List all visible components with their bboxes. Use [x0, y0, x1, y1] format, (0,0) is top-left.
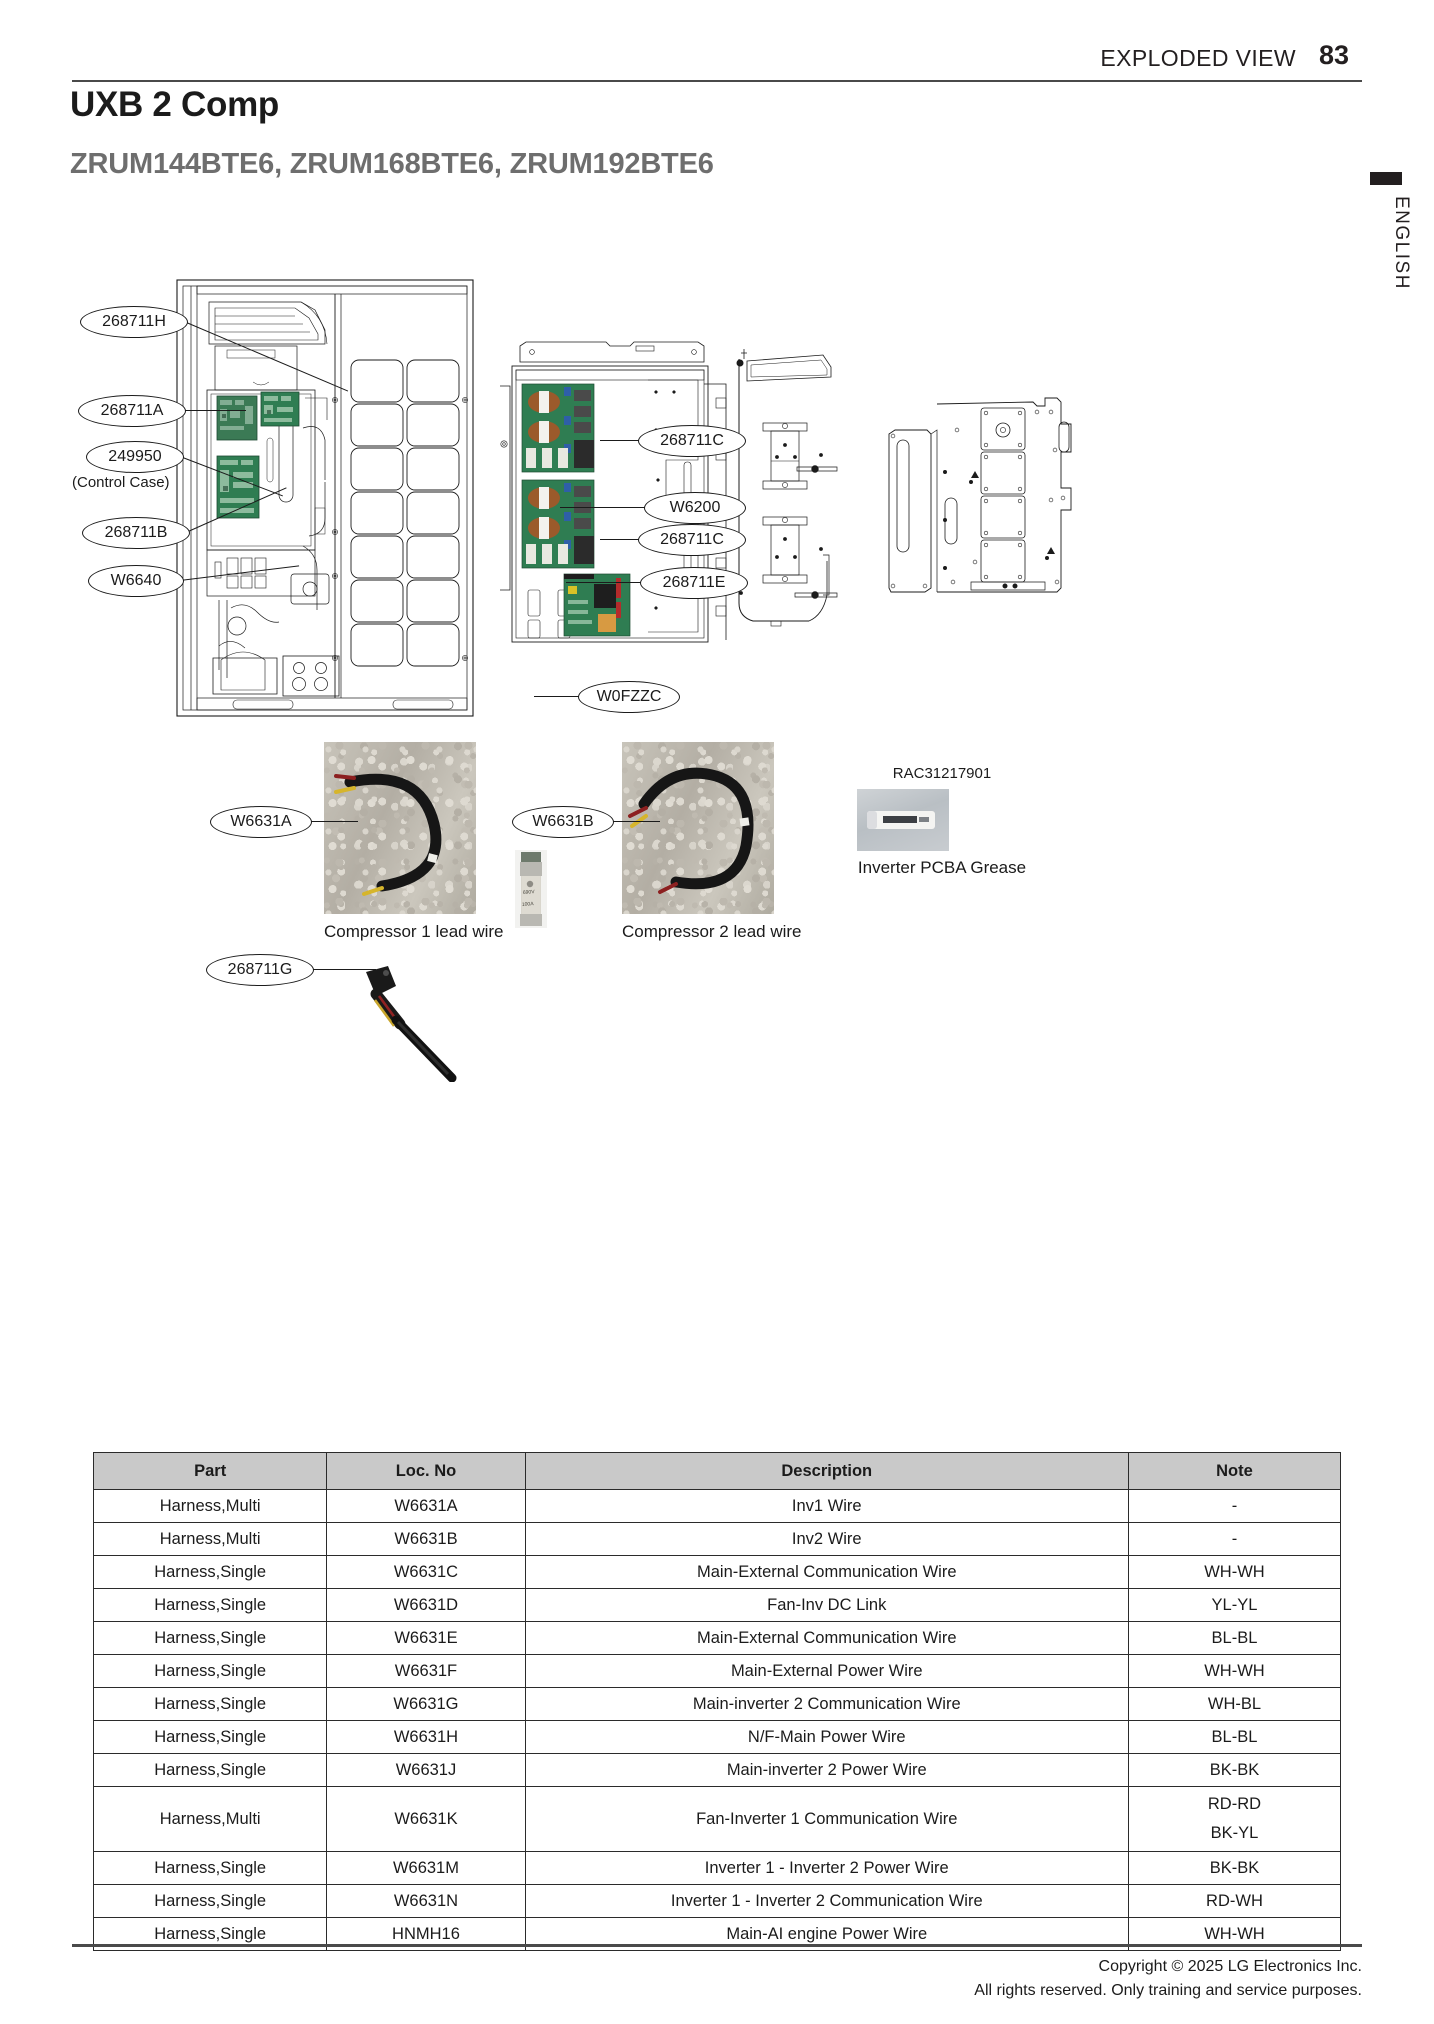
callout-268711h[interactable]: 268711H: [80, 306, 188, 338]
model-list-subtitle: ZRUM144BTE6, ZRUM168BTE6, ZRUM192BTE6: [70, 148, 714, 180]
cell-desc: N/F-Main Power Wire: [525, 1721, 1128, 1754]
cell-note: BK-BK: [1128, 1754, 1340, 1787]
callout-w6631a[interactable]: W6631A: [210, 806, 312, 838]
cell-desc: Main-inverter 2 Communication Wire: [525, 1688, 1128, 1721]
callout-268711c-upper[interactable]: 268711C: [638, 425, 746, 457]
table-row: [94, 1589, 1341, 1622]
cell-loc: W6631G: [327, 1688, 525, 1721]
cell-part: Harness,Single: [94, 1556, 327, 1589]
table-header-row: [94, 1453, 1341, 1490]
cell-desc: Main-External Communication Wire: [525, 1556, 1128, 1589]
cell-loc: W6631H: [327, 1721, 525, 1754]
table-row: [94, 1852, 1341, 1885]
header-divider: [72, 80, 1362, 82]
column-header-note: Note: [1128, 1453, 1340, 1490]
inverter-pcb-2: [522, 480, 594, 568]
table-row: [94, 1523, 1341, 1556]
cell-desc: Main-AI engine Power Wire: [525, 1918, 1128, 1951]
copyright-line: Copyright © 2025 LG Electronics Inc.: [1098, 1958, 1362, 1975]
callout-w6640[interactable]: W6640: [88, 565, 184, 597]
cell-part: Harness,Single: [94, 1918, 327, 1951]
svg-text:690V: 690V: [522, 889, 535, 896]
cell-loc: W6631B: [327, 1523, 525, 1556]
table-row: [94, 1754, 1341, 1787]
leader-line-268711e: [566, 582, 642, 583]
compressor-1-lead-wire-photo: [324, 742, 476, 914]
cell-note: BK-BK: [1128, 1852, 1340, 1885]
column-header-part: Part: [94, 1453, 327, 1490]
cell-note: -: [1128, 1490, 1340, 1523]
cell-note: WH-BL: [1128, 1688, 1340, 1721]
cell-note: BL-BL: [1128, 1721, 1340, 1754]
inverter-pcba-grease-photo: [857, 789, 949, 851]
callout-249950-sublabel: (Control Case): [72, 474, 170, 491]
cell-desc: Fan-Inv DC Link: [525, 1589, 1128, 1622]
callout-w6200[interactable]: W6200: [644, 492, 746, 524]
footer-divider: [72, 1944, 1362, 1947]
cell-loc: HNMH16: [327, 1918, 525, 1951]
cell-part: Harness,Single: [94, 1754, 327, 1787]
cell-note: BL-BL: [1128, 1622, 1340, 1655]
callout-268711b[interactable]: 268711B: [82, 517, 190, 549]
table-row: [94, 1721, 1341, 1754]
cell-part: Harness,Multi: [94, 1490, 327, 1523]
page-number: 83: [1318, 40, 1349, 70]
cell-loc: W6631A: [327, 1490, 525, 1523]
cell-part: Harness,Single: [94, 1688, 327, 1721]
inverter-pcb-1: [522, 384, 594, 472]
column-header-description: Description: [525, 1453, 1128, 1490]
table-row: [94, 1490, 1341, 1523]
callout-268711c-lower[interactable]: 268711C: [638, 524, 746, 556]
cell-part: Harness,Multi: [94, 1523, 327, 1556]
callout-268711g[interactable]: 268711G: [206, 954, 314, 986]
cell-loc: W6631K: [327, 1787, 525, 1852]
header-section-title: EXPLODED VIEW: [1100, 45, 1296, 71]
column-header-loc: Loc. No: [327, 1453, 525, 1490]
cell-loc: W6631N: [327, 1885, 525, 1918]
cell-note: WH-WH: [1128, 1918, 1340, 1951]
side-bracket-drawing: [733, 345, 853, 635]
page-title: UXB 2 Comp: [70, 85, 279, 124]
connector-cable-photo: [348, 962, 468, 1082]
leader-line-268711c-upper: [600, 440, 640, 441]
cell-loc: W6631D: [327, 1589, 525, 1622]
cell-desc: Fan-Inverter 1 Communication Wire: [525, 1787, 1128, 1852]
cell-desc: Main-inverter 2 Power Wire: [525, 1754, 1128, 1787]
cell-desc: Inv2 Wire: [525, 1523, 1128, 1556]
compressor-2-lead-wire-photo: [622, 742, 774, 914]
callout-268711e[interactable]: 268711E: [640, 567, 748, 599]
cell-desc: Inverter 1 - Inverter 2 Communication Wire: [525, 1885, 1128, 1918]
table-row: [94, 1787, 1341, 1852]
compressor-1-caption: Compressor 1 lead wire: [324, 922, 504, 941]
leader-line-268711c-lower: [600, 539, 640, 540]
chassis-panel-drawing: [885, 390, 1085, 620]
cell-note: YL-YL: [1128, 1589, 1340, 1622]
cell-loc: W6631J: [327, 1754, 525, 1787]
cell-desc: Inverter 1 - Inverter 2 Power Wire: [525, 1852, 1128, 1885]
leader-line-w0fzzc: [534, 696, 580, 697]
leader-line-w6631a: [308, 821, 358, 822]
cell-note: WH-WH: [1128, 1655, 1340, 1688]
leader-line-268711a: [182, 410, 246, 411]
cell-loc: W6631C: [327, 1556, 525, 1589]
cell-part: Harness,Single: [94, 1852, 327, 1885]
cell-note: RD-RD BK-YL: [1128, 1787, 1340, 1852]
unit-assembly-drawing: [175, 278, 475, 718]
callout-249950[interactable]: 249950: [86, 441, 184, 473]
grease-caption: Inverter PCBA Grease: [857, 858, 1027, 877]
compressor-2-caption: Compressor 2 lead wire: [622, 922, 802, 941]
cell-desc: Main-External Communication Wire: [525, 1622, 1128, 1655]
cell-part: Harness,Single: [94, 1589, 327, 1622]
leader-line-268711g: [310, 969, 376, 970]
callout-w0fzzc[interactable]: W0FZZC: [578, 681, 680, 713]
cell-loc: W6631M: [327, 1852, 525, 1885]
language-tab-marker: [1370, 172, 1402, 185]
table-row: [94, 1655, 1341, 1688]
svg-text:100A: 100A: [521, 901, 534, 908]
callout-w6631b[interactable]: W6631B: [512, 806, 614, 838]
cell-desc: Inv1 Wire: [525, 1490, 1128, 1523]
fuse-photo: [515, 850, 547, 928]
cell-note: RD-WH: [1128, 1885, 1340, 1918]
table-row: [94, 1688, 1341, 1721]
cell-part: Harness,Multi: [94, 1787, 327, 1852]
cell-loc: W6631F: [327, 1655, 525, 1688]
cell-part: Harness,Single: [94, 1622, 327, 1655]
cell-note: -: [1128, 1523, 1340, 1556]
callout-268711a[interactable]: 268711A: [78, 395, 186, 427]
table-row: [94, 1622, 1341, 1655]
rights-line: All rights reserved. Only training and service purposes.: [974, 1982, 1362, 1999]
cell-part: Harness,Single: [94, 1885, 327, 1918]
cell-desc: Main-External Power Wire: [525, 1655, 1128, 1688]
parts-table: [93, 1452, 1341, 1951]
cell-part: Harness,Single: [94, 1655, 327, 1688]
grease-part-number: RAC31217901: [892, 765, 992, 782]
cell-note: WH-WH: [1128, 1556, 1340, 1589]
leader-line-w6631b: [610, 821, 660, 822]
language-tab-label: ENGLISH: [1391, 196, 1412, 290]
table-body: [94, 1490, 1341, 1951]
leader-line-w6200: [560, 507, 646, 508]
table-row: [94, 1556, 1341, 1589]
table-row: [94, 1885, 1341, 1918]
cell-part: Harness,Single: [94, 1721, 327, 1754]
cell-loc: W6631E: [327, 1622, 525, 1655]
